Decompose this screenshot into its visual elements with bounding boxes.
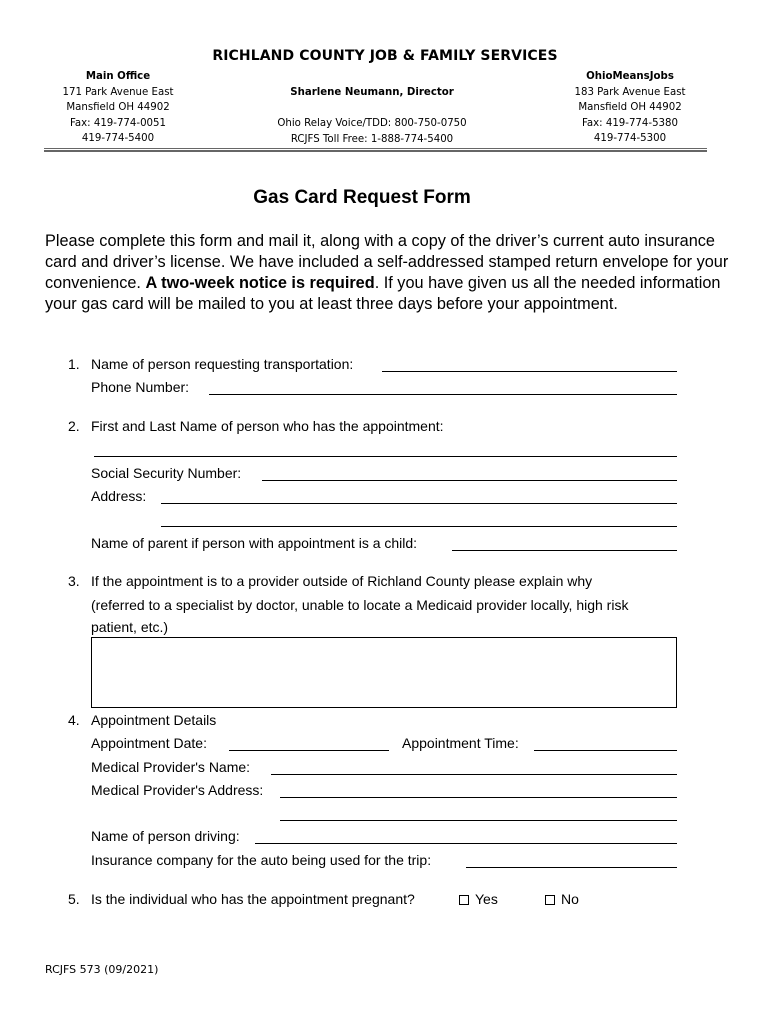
director-block	[250, 85, 494, 147]
pregnant-question-label: Is the individual who has the appointment pregnant?	[91, 891, 415, 907]
driver-name-field[interactable]	[255, 843, 677, 844]
omj-address2: Mansfield OH 44902	[578, 102, 682, 114]
outside-county-line-1: If the appointment is to a provider outside of Richland County please explain why	[91, 573, 593, 589]
address-label: Address:	[91, 488, 147, 504]
parent-name-field[interactable]	[452, 550, 677, 551]
requester-name-field[interactable]	[382, 371, 677, 372]
main-office-fax: Fax: 419-774-0051	[69, 117, 167, 129]
parent-label: Name of parent if person with appointment is a child:	[91, 535, 418, 551]
requester-label: Name of person requesting transportation:	[91, 356, 354, 372]
explanation-textbox[interactable]	[91, 637, 677, 708]
intro-paragraph	[45, 231, 735, 315]
omj-phone: 419-774-5300	[593, 133, 667, 145]
intro-text-2: . If you have given us all the needed information your gas card will be mailed to you at least three days before your appointment.	[45, 274, 721, 313]
address-field-line-2[interactable]	[161, 526, 677, 527]
provider-name-label: Medical Provider's Name:	[91, 759, 251, 775]
no-checkbox[interactable]	[545, 895, 555, 905]
header-divider	[44, 148, 707, 149]
omj-title: OhioMeansJobs	[586, 71, 674, 82]
appointment-date-field[interactable]	[229, 750, 389, 751]
tollfree-line: RCJFS Toll Free: 1-888-774-5400	[290, 133, 454, 145]
phone-label: Phone Number:	[91, 379, 190, 395]
driver-label: Name of person driving:	[91, 828, 240, 844]
provider-address-field-line-2[interactable]	[280, 820, 677, 821]
ssn-label: Social Security Number:	[91, 465, 242, 481]
insurance-label: Insurance company for the auto being used for the trip:	[91, 852, 432, 868]
main-office-title: Main Office	[85, 71, 151, 82]
org-name: RICHLAND COUNTY JOB & FAMILY SERVICES	[212, 48, 558, 64]
appointment-person-name-field[interactable]	[94, 456, 677, 457]
director-name: Sharlene Neumann, Director	[290, 87, 454, 98]
pregnant-yes-option[interactable]	[459, 891, 498, 907]
item-1-number: 1.	[68, 356, 80, 372]
header-divider-thick	[44, 150, 707, 152]
main-office-phone: 419-774-5400	[81, 133, 155, 145]
outside-county-line-2: (referred to a specialist by doctor, unable to locate a Medicaid provider locally, high risk	[91, 597, 629, 613]
outside-county-line-3: patient, etc.)	[91, 619, 169, 635]
intro-notice: A two-week notice is required	[145, 274, 375, 292]
provider-address-label: Medical Provider's Address:	[91, 782, 264, 798]
address-field-line-1[interactable]	[161, 503, 677, 504]
main-office-address1: 171 Park Avenue East	[62, 86, 174, 98]
item-2-number: 2.	[68, 418, 80, 434]
provider-name-field[interactable]	[271, 774, 677, 775]
ssn-field[interactable]	[262, 480, 677, 481]
pregnant-no-option[interactable]	[545, 891, 579, 907]
appointment-time-label: Appointment Time:	[402, 735, 519, 751]
provider-address-field-line-1[interactable]	[280, 797, 677, 798]
form-code: RCJFS 573 (09/2021)	[45, 963, 159, 976]
appointment-date-label: Appointment Date:	[91, 735, 207, 751]
intro-text-1: Please complete this form and mail it, along with a copy of the driver’s current auto insurance card and driver’s license. We have included a self-addressed stamped return envelope for your convenience.	[45, 232, 729, 292]
ohiomeansjobs-block	[550, 69, 710, 147]
appointment-person-label: First and Last Name of person who has the appointment:	[91, 418, 444, 434]
main-office-address2: Mansfield OH 44902	[66, 102, 170, 114]
yes-checkbox[interactable]	[459, 895, 469, 905]
relay-line: Ohio Relay Voice/TDD: 800-750-0750	[277, 118, 467, 130]
phone-field[interactable]	[209, 394, 677, 395]
appointment-details-label: Appointment Details	[91, 712, 217, 728]
item-3-number: 3.	[68, 573, 80, 589]
main-office-block	[44, 69, 192, 147]
omj-fax: Fax: 419-774-5380	[581, 117, 679, 129]
appointment-time-field[interactable]	[534, 750, 677, 751]
omj-address1: 183 Park Avenue East	[574, 86, 686, 98]
form-title: Gas Card Request Form	[253, 187, 471, 208]
no-label: No	[561, 891, 579, 907]
item-4-number: 4.	[68, 712, 80, 728]
yes-label: Yes	[475, 891, 498, 907]
item-5-number: 5.	[68, 891, 80, 907]
insurance-company-field[interactable]	[466, 867, 677, 868]
